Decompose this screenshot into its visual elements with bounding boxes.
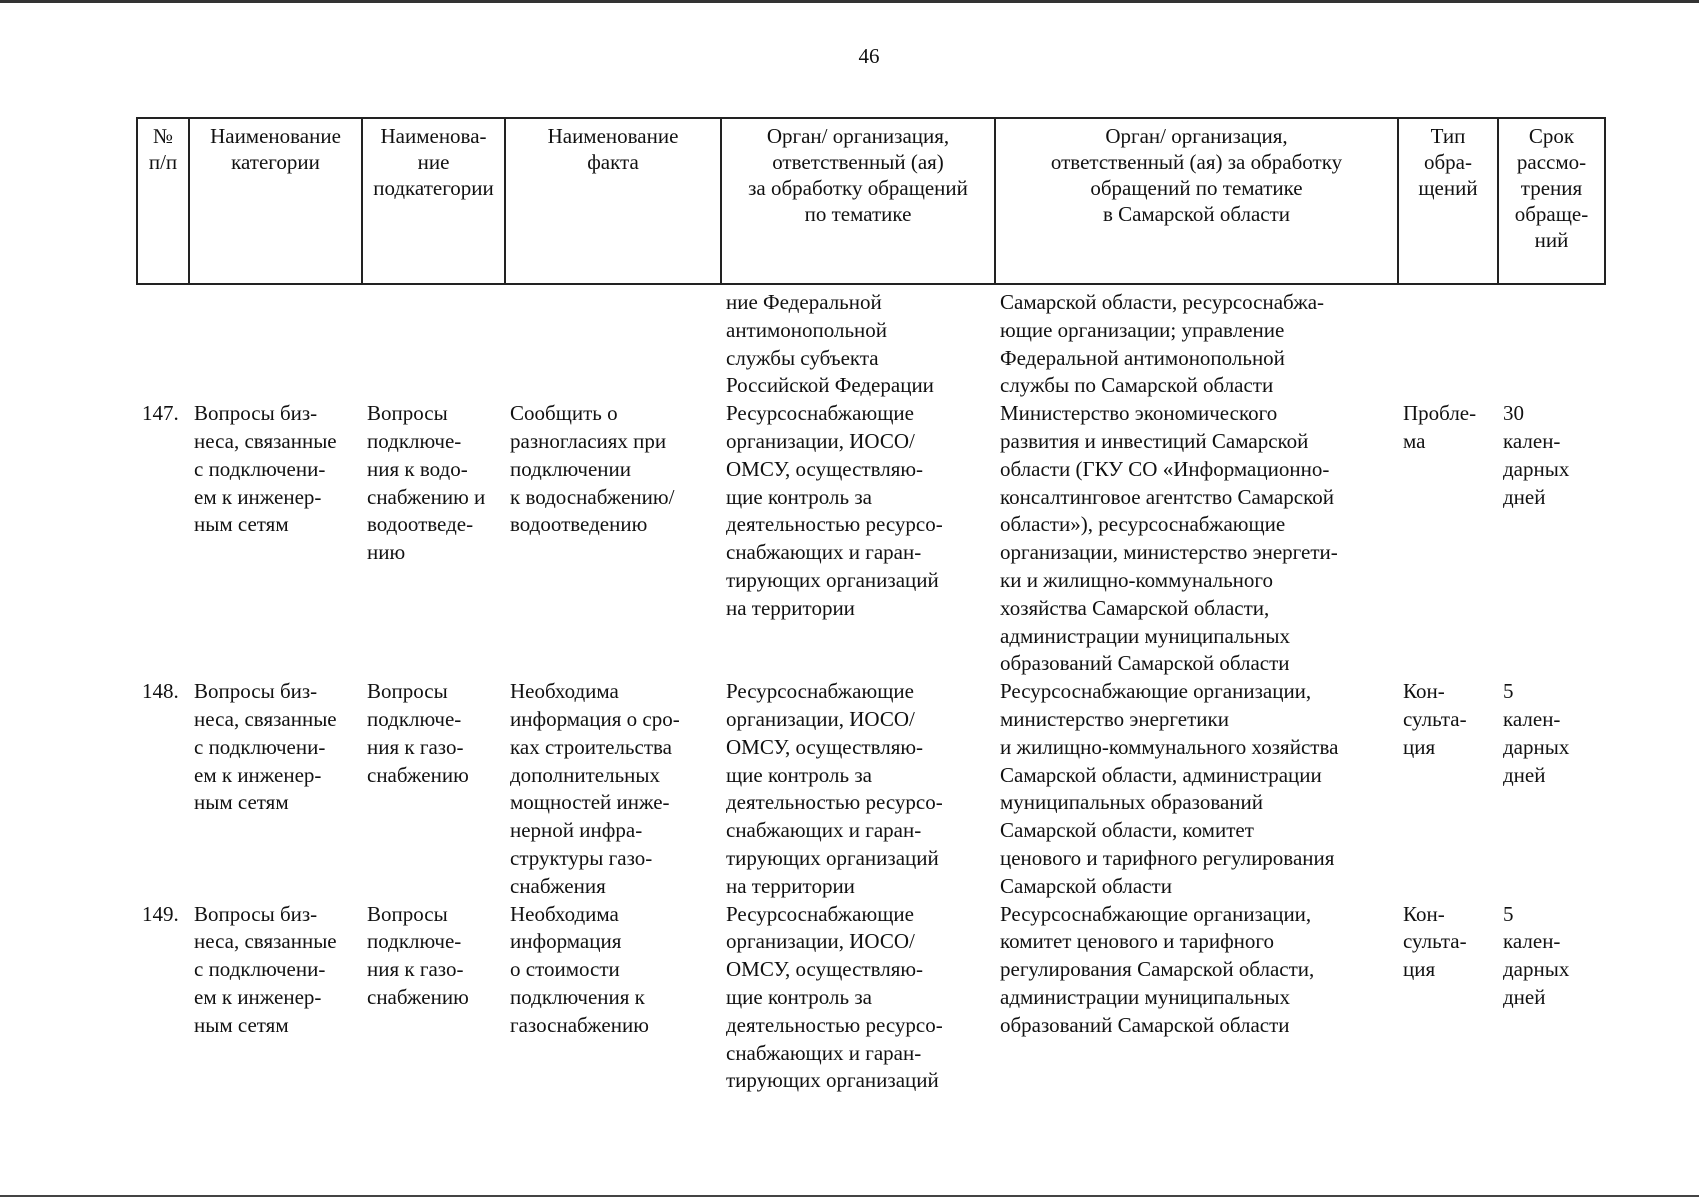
- header-number: № п/п: [137, 118, 189, 284]
- header-organ-samara: Орган/ организация, ответственный (ая) за обработку обращений по тематике в Самарской области: [995, 118, 1398, 284]
- table-row: [136, 901, 1604, 1096]
- row-organ-samara: Ресурсоснабжающие организации, комитет ценового и тарифного регулирования Самарской области, администрации муниципальных образований Самарской области: [1000, 901, 1315, 1037]
- row-organ-samara: Ресурсоснабжающие организации, министерство энергетики и жилищно-коммунального хозяйства Самарской области, администрации муниципальных образований Самарской области, комитет ценового и тарифного регулирования Самарской области: [1000, 679, 1339, 898]
- row-fact: Необходима информация о сро- ках строительства дополнительных мощностей инже- нерной инфра- структуры газо- снабжения: [510, 679, 680, 898]
- row-type: Пробле- ма: [1403, 401, 1477, 453]
- page-bottom-edge: [0, 1195, 1699, 1197]
- row-term: 5 кален- дарных дней: [1503, 901, 1570, 1009]
- header-category: Наименование категории: [189, 118, 362, 284]
- row-type: Кон- сульта- ция: [1403, 901, 1467, 982]
- table-body: [136, 289, 1604, 1095]
- header-fact: Наименование факта: [505, 118, 721, 284]
- table-header: [136, 117, 1606, 285]
- table-row-continuation: [136, 289, 1604, 400]
- row-term: 30 кален- дарных дней: [1503, 401, 1570, 509]
- page-number: 46: [858, 44, 880, 68]
- row-category: Вопросы биз- неса, связанные с подключени- ем к инженер- ным сетям: [194, 901, 337, 1037]
- row-organ: Ресурсоснабжающие организации, ИОСО/ ОМСУ, осуществляю- щие контроль за деятельностью ресурсо- снабжающих и гаран- тирующих организаций: [726, 901, 943, 1093]
- header-row: [137, 118, 1605, 284]
- row-number: 147.: [142, 401, 179, 426]
- header-term: Срок рассмо- трения обраще- ний: [1498, 118, 1605, 284]
- header-subcategory: Наименова- ние подкатегории: [362, 118, 505, 284]
- row-subcategory: Вопросы подключе- ния к газо- снабжению: [367, 679, 469, 787]
- row-term: 5 кален- дарных дней: [1503, 679, 1570, 787]
- row-category: Вопросы биз- неса, связанные с подключени- ем к инженер- ным сетям: [194, 401, 337, 537]
- row-organ: Ресурсоснабжающие организации, ИОСО/ ОМСУ, осуществляю- щие контроль за деятельностью ресурсо- снабжающих и гаран- тирующих организаций на территории: [726, 679, 943, 898]
- row-subcategory: Вопросы подключе- ния к газо- снабжению: [367, 901, 469, 1009]
- row-fact: Сообщить о разногласиях при подключении к водоснабжению/ водоотведению: [510, 401, 675, 537]
- row-category: Вопросы биз- неса, связанные с подключени- ем к инженер- ным сетям: [194, 679, 337, 815]
- page-top-edge: [0, 0, 1699, 3]
- row-fact: Необходима информация о стоимости подключения к газоснабжению: [510, 901, 649, 1037]
- row-organ-samara: Министерство экономического развития и инвестиций Самарской области (ГКУ СО «Информационно- консалтинговое агентство Самарской области»), ресурсоснабжающие организации, министерство энергети- ки и жилищно-коммунального хозяйства Самарской области, администрации муниципальных образований Самарской области: [1000, 401, 1338, 676]
- row-type: Кон- сульта- ция: [1403, 679, 1467, 759]
- row-subcategory: Вопросы подключе- ния к водо- снабжению и водоотведе- нию: [367, 401, 486, 565]
- header-type: Тип обра- щений: [1398, 118, 1498, 284]
- continuation-organ: ние Федеральной антимонопольной службы субъекта Российской Федерации: [726, 290, 934, 398]
- row-number: 148.: [142, 679, 179, 704]
- row-organ: Ресурсоснабжающие организации, ИОСО/ ОМСУ, осуществляю- щие контроль за деятельностью ресурсо- снабжающих и гаран- тирующих организаций на территории: [726, 401, 943, 620]
- row-number: 149.: [142, 901, 179, 926]
- continuation-organ-samara: Самарской области, ресурсоснабжа- ющие организации; управление Федеральной антимонопольной службы по Самарской области: [1000, 290, 1325, 398]
- table-row: [136, 678, 1604, 900]
- header-organ: Орган/ организация, ответственный (ая) за обработку обращений по тематике: [721, 118, 995, 284]
- table-row: [136, 400, 1604, 678]
